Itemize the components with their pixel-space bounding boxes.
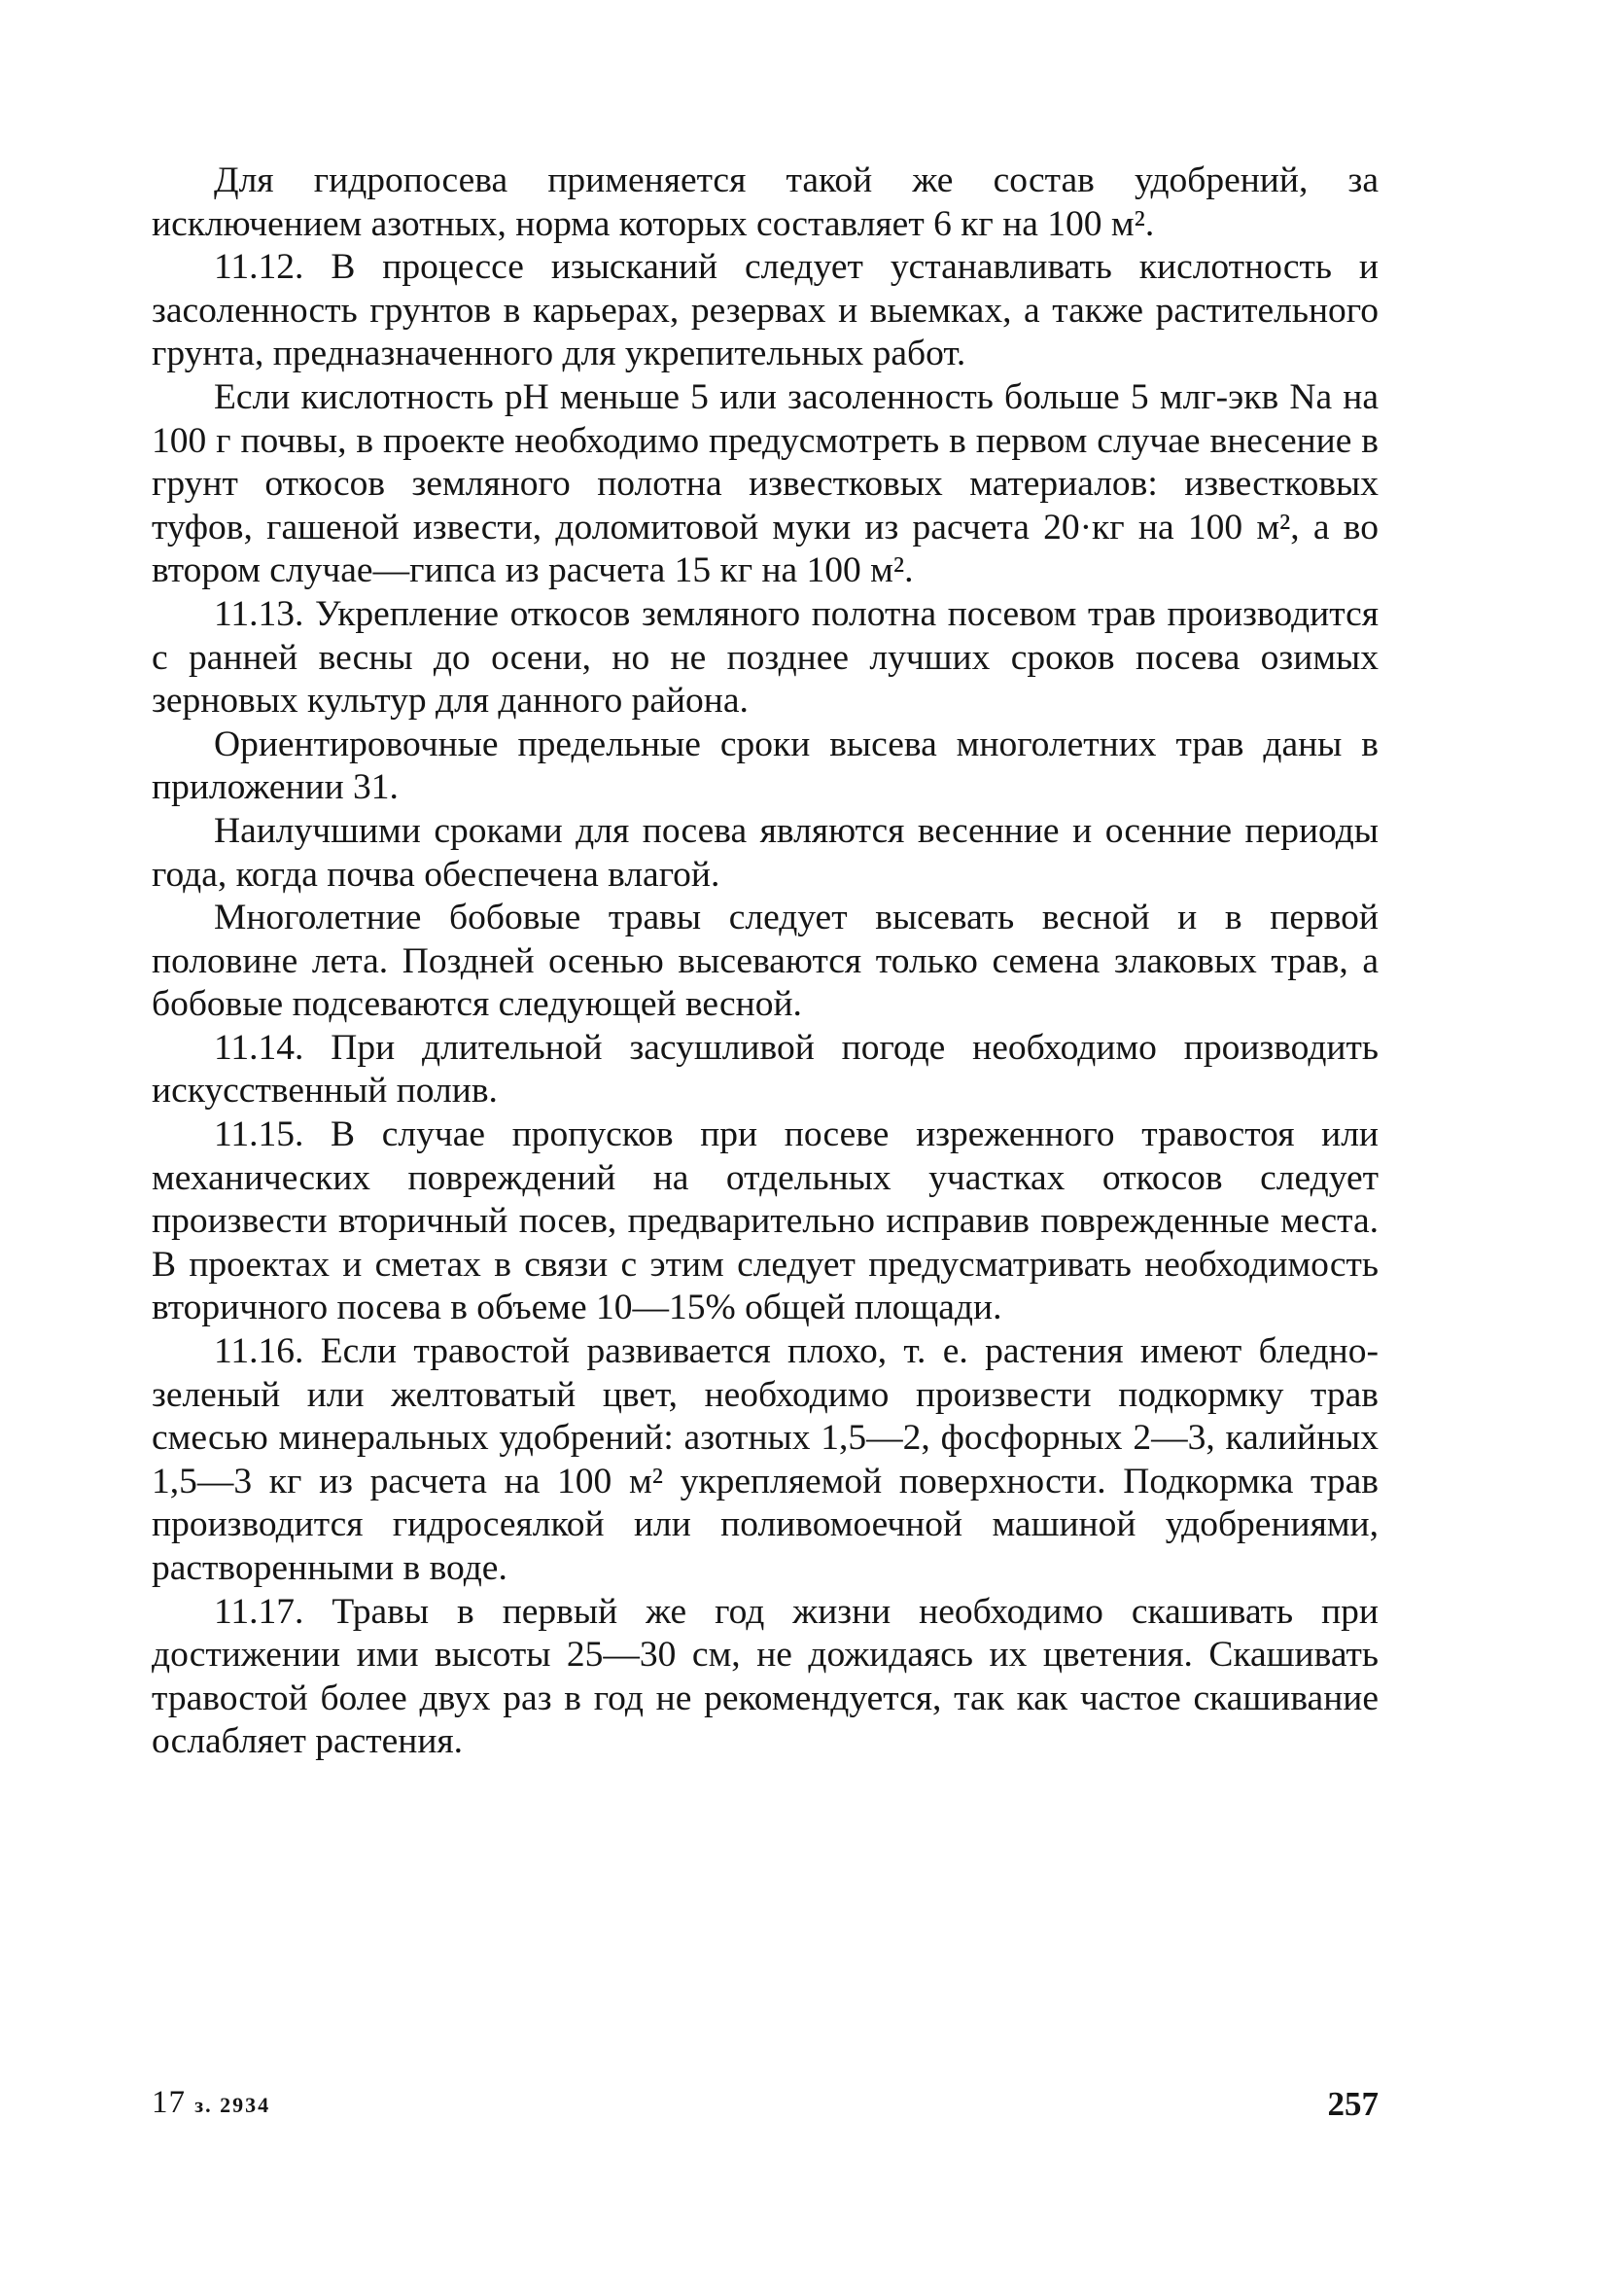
body-text (152, 159, 1379, 1764)
paragraph-11-15: 11.15. В случае пропусков при посеве изреженного травостоя или механических повреждений на отдельных участках откосов следует произвести вторичный посев, предварительно исправив поврежденные места. В проектах и сметах в связи с этим следует предусматривать необходимость вторичного посева в объеме 10—15% общей площади. (152, 1114, 1379, 1328)
printer-signature (152, 2085, 270, 2121)
paragraph-11-12: 11.12. В процессе изысканий следует устанавливать кислотность и засоленность грунтов в карьерах, резервах и выемках, а также растительного грунта, предназначенного для укрепительных работ. (152, 247, 1379, 374)
paragraph-legume-grasses: Многолетние бобовые травы следует высевать весной и в первой половине лета. Поздней осенью высеваются только семена злаковых трав, а бобовые подсеваются следующей весной. (152, 898, 1379, 1025)
paragraph-11-13: 11.13. Укрепление откосов земляного полотна посевом трав производится с ранней весны до осени, но не позднее лучших сроков посева озимых зерновых культур для данного района. (152, 593, 1379, 722)
paragraph-hydroseeding-fertilizer: Для гидропосева применяется такой же состав удобрений, за исключением азотных, норма которых составляет 6 кг на 100 м². (152, 160, 1379, 244)
signature-code: з. 2934 (194, 2093, 271, 2117)
page-footer (152, 2085, 1379, 2132)
page-number: 257 (1327, 2085, 1379, 2123)
paragraph-acidity-salinity: Если кислотность pH меньше 5 или засоленность больше 5 млг-экв Na на 100 г почвы, в проекте необходимо предусмотреть в первом случае внесение в грунт откосов земляного полотна известковых материалов: известковых туфов, гашеной извести, доломитовой муки из расчета 20·кг на 100 м², а во втором случае—гипса из расчета 15 кг на 100 м². (152, 376, 1379, 591)
paragraph-11-16: 11.16. Если травостой развивается плохо, т. е. растения имеют бледно-зеленый или желтоватый цвет, необходимо произвести подкормку трав смесью минеральных удобрений: азотных 1,5—2, фосфорных 2—3, калийных 1,5—3 кг из расчета на 100 м² укрепляемой поверхности. Подкормка трав производится гидросеялкой или поливомоечной машиной удобрениями, растворенными в воде. (152, 1331, 1379, 1588)
paragraph-sowing-deadlines: Ориентировочные предельные сроки высева многолетних трав даны в приложении 31. (152, 724, 1379, 808)
paragraph-11-14: 11.14. При длительной засушливой погоде необходимо производить искусственный полив. (152, 1027, 1379, 1112)
paragraph-best-sowing-periods: Наилучшими сроками для посева являются весенние и осенние периоды года, когда почва обеспечена влагой. (152, 810, 1379, 895)
signature-number: 17 (152, 2085, 186, 2120)
paragraph-11-17: 11.17. Травы в первый же год жизни необходимо скашивать при достижении ими высоты 25—30 см, не дожидаясь их цветения. Скашивать травостой более двух раз в год не рекомендуется, так как частое скашивание ослабляет растения. (152, 1591, 1379, 1762)
